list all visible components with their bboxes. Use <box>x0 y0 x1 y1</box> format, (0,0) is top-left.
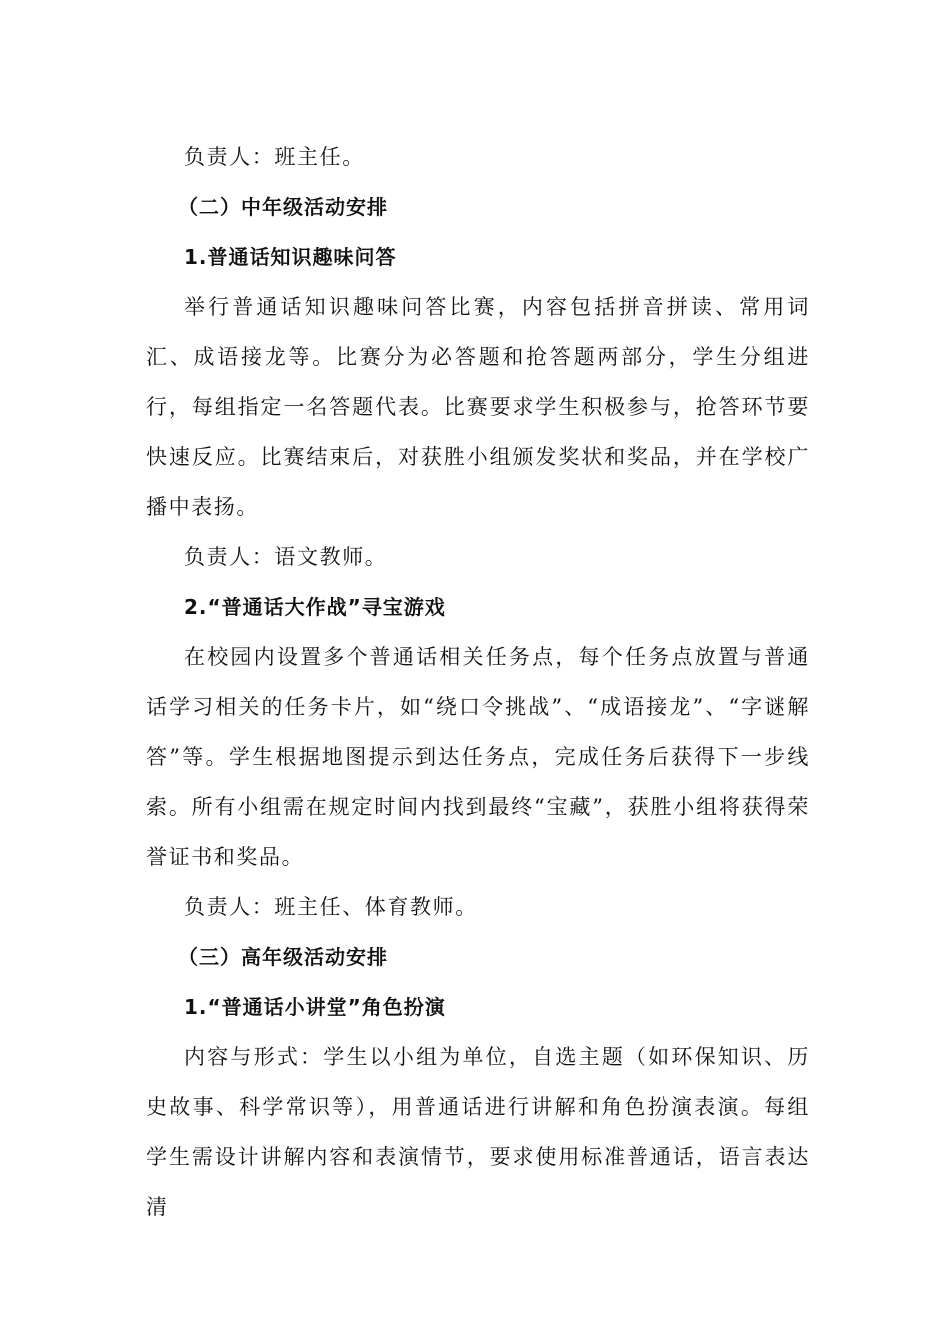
paragraph-quiz: 举行普通话知识趣味问答比赛，内容包括拼音拼读、常用词汇、成语接龙等。比赛分为必答题和抢答题两部分，学生分组进行，每组指定一名答题代表。比赛要求学生积极参与，抢答环节要快速反应。比赛结束后，对获胜小组颁发奖状和奖品，并在学校广播中表扬。 <box>146 295 810 519</box>
document-body <box>146 132 810 1232</box>
section-heading-middle-grade: （二）中年级活动安排 <box>178 195 388 219</box>
subheading-lecture-roleplay: 1.“普通话小讲堂”角色扮演 <box>184 995 446 1019</box>
subheading-treasure-hunt: 2.“普通话大作战”寻宝游戏 <box>184 595 446 619</box>
paragraph-lecture-roleplay: 内容与形式：学生以小组为单位，自选主题（如环保知识、历史故事、科学常识等），用普通话进行讲解和角色扮演表演。每组学生需设计讲解内容和表演情节，要求使用标准普通话，语言表达清 <box>146 1045 810 1219</box>
paragraph-treasure-hunt: 在校园内设置多个普通话相关任务点，每个任务点放置与普通话学习相关的任务卡片，如“绕口令挑战”、“成语接龙”、“字谜解答”等。学生根据地图提示到达任务点，完成任务后获得下一步线索。所有小组需在规定时间内找到最终“宝藏”，获胜小组将获得荣誉证书和奖品。 <box>146 645 810 869</box>
responsible-person-line: 负责人：班主任、体育教师。 <box>184 895 478 919</box>
responsible-person-line: 负责人：班主任。 <box>184 145 365 169</box>
section-heading-upper-grade: （三）高年级活动安排 <box>178 945 388 969</box>
subheading-quiz: 1.普通话知识趣味问答 <box>184 245 397 269</box>
responsible-person-line: 负责人：语文教师。 <box>184 545 388 569</box>
